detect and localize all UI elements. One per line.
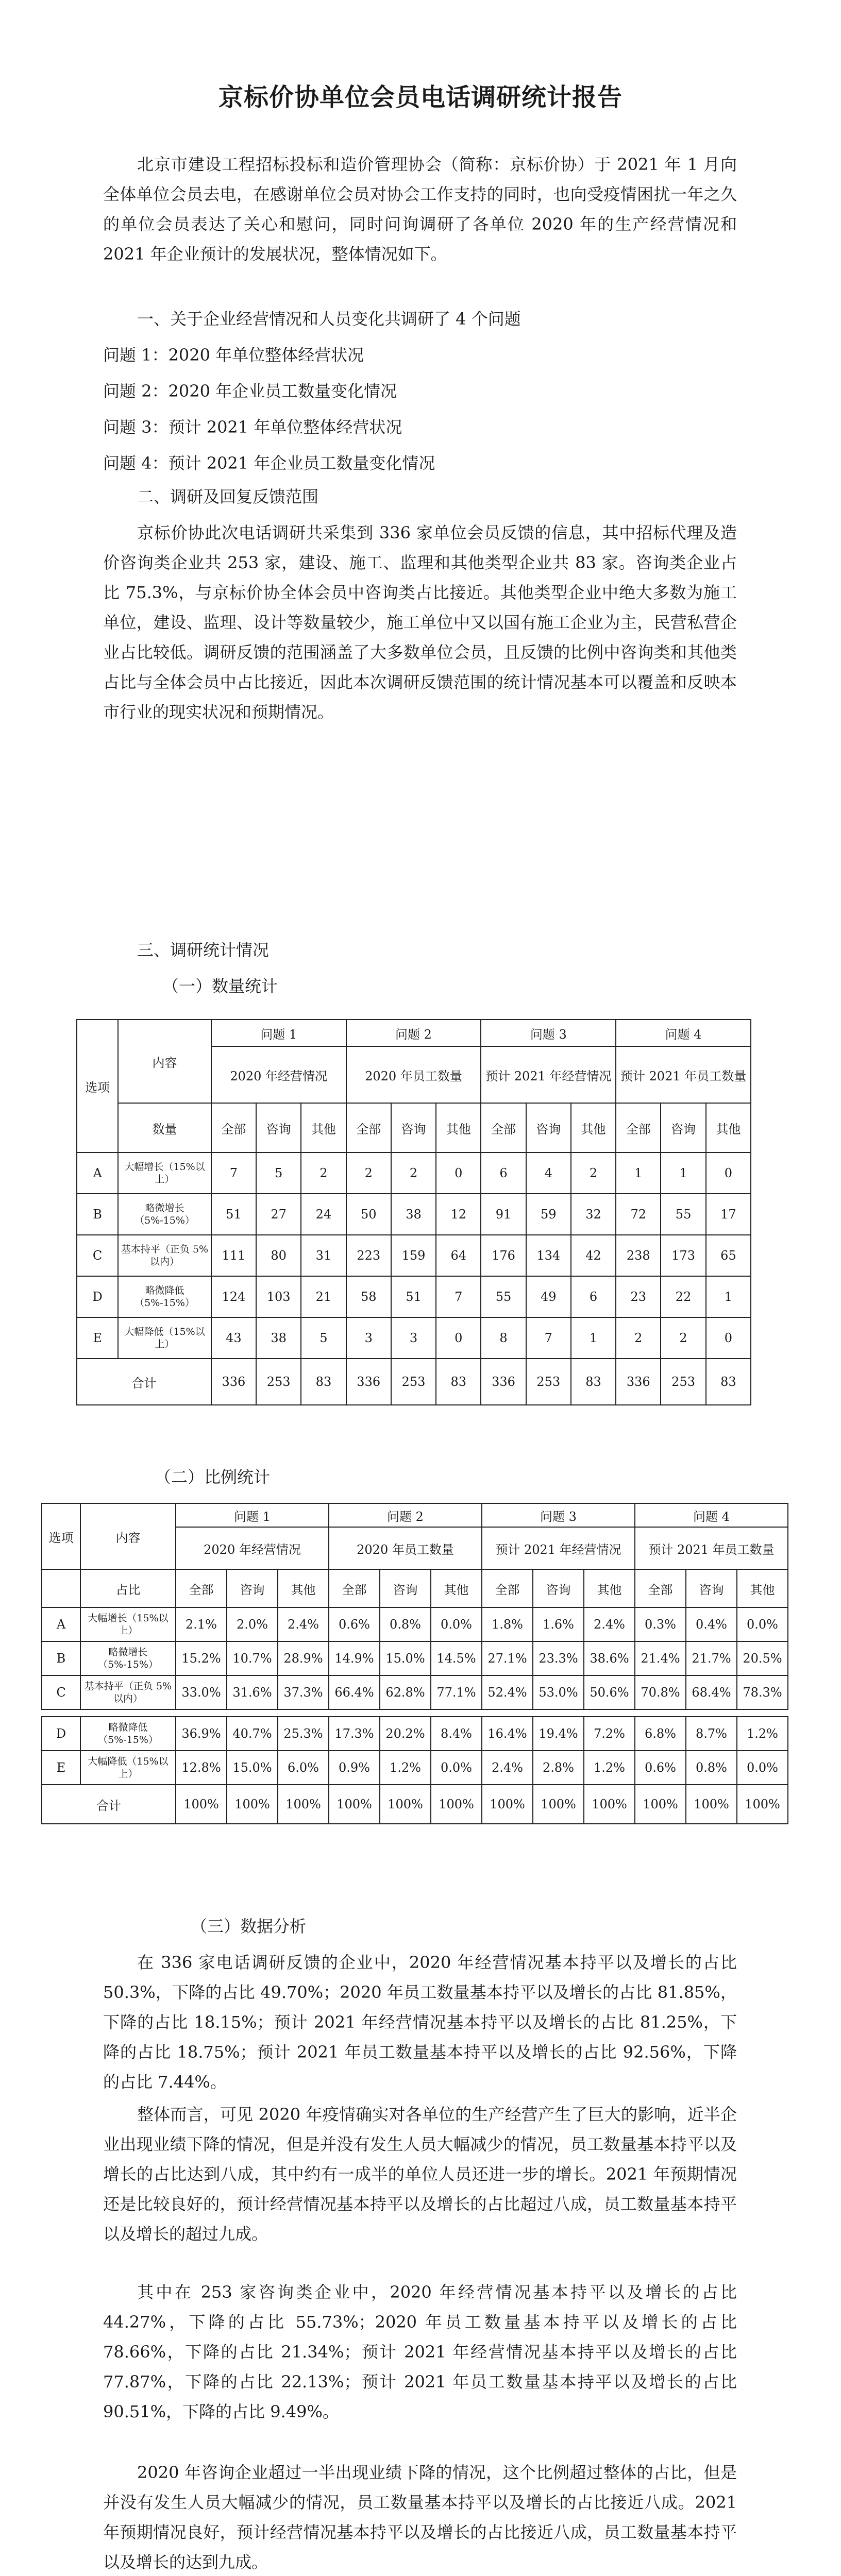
- count-total-cell: 336: [481, 1359, 526, 1405]
- count-cell: 21: [301, 1276, 346, 1317]
- ratio-cell: 23.3%: [533, 1641, 584, 1675]
- ratio-option-letter: D: [42, 1717, 80, 1751]
- question-3: 问题 3：预计 2021 年单位整体经营状况: [103, 417, 402, 437]
- ratio-cell: 17.3%: [329, 1717, 380, 1751]
- count-option-label: 大幅降低（15%以上）: [118, 1317, 211, 1359]
- ratio-cell: 2.4%: [482, 1751, 533, 1785]
- count-cell: 0: [436, 1153, 481, 1194]
- count-sub-q3-all: 全部: [481, 1103, 526, 1153]
- count-row: [77, 1235, 751, 1276]
- report-title: 京标价协单位会员电话调研统计报告: [218, 83, 623, 112]
- count-cell: 58: [346, 1276, 391, 1317]
- ratio-option-label: 略微增长（5%-15%）: [80, 1641, 176, 1675]
- count-cell: 72: [616, 1194, 661, 1235]
- analysis-paragraph-4: 2020 年咨询企业超过一半出现业绩下降的情况，这个比例超过整体的占比，但是并没有发生人员大幅减少的情况，员工数量基本持平以及增长的占比接近八成。2021 年预期情况良好，预计经营情况基本持平以及增长的占比接近八成，员工数量基本持平以及增长的达到九成。: [103, 2463, 737, 2572]
- count-cell: 2: [346, 1153, 391, 1194]
- count-cell: 49: [526, 1276, 571, 1317]
- ratio-cell: 2.8%: [533, 1751, 584, 1785]
- count-cell: 2: [616, 1317, 661, 1359]
- ratio-row: [42, 1607, 788, 1641]
- section-2-heading: 二、调研及回复反馈范围: [137, 487, 319, 506]
- header-q1: 问题 1: [211, 1020, 346, 1046]
- count-cell: 2: [571, 1153, 616, 1194]
- ratio-sub-q2-other: 其他: [431, 1569, 482, 1607]
- ratio-sub-q1-other: 其他: [278, 1569, 329, 1607]
- ratio-cell: 31.6%: [227, 1675, 278, 1709]
- header-option: 选项: [77, 1020, 118, 1153]
- count-row: [77, 1153, 751, 1194]
- count-cell: 8: [481, 1317, 526, 1359]
- ratio-cell: 0.4%: [686, 1607, 737, 1641]
- count-cell: 55: [481, 1276, 526, 1317]
- ratio-header-d1: 2020 年经营情况: [176, 1527, 329, 1569]
- ratio-total-cell: 100%: [431, 1785, 482, 1824]
- ratio-cell: 2.0%: [227, 1607, 278, 1641]
- count-cell: 173: [661, 1235, 705, 1276]
- ratio-cell: 20.2%: [380, 1717, 431, 1751]
- count-cell: 2: [661, 1317, 705, 1359]
- count-cell: 124: [211, 1276, 256, 1317]
- ratio-cell: 0.0%: [431, 1607, 482, 1641]
- count-cell: 27: [256, 1194, 301, 1235]
- count-cell: 0: [706, 1317, 751, 1359]
- count-total-row: [77, 1359, 751, 1405]
- ratio-cell: 8.7%: [686, 1717, 737, 1751]
- ratio-cell: 16.4%: [482, 1717, 533, 1751]
- count-cell: 3: [391, 1317, 436, 1359]
- ratio-cell: 38.6%: [584, 1641, 635, 1675]
- ratio-total-cell: 100%: [686, 1785, 737, 1824]
- ratio-cell: 20.5%: [737, 1641, 788, 1675]
- question-1: 问题 1：2020 年单位整体经营状况: [103, 345, 364, 365]
- ratio-cell: 15.0%: [380, 1641, 431, 1675]
- count-total-label: 合计: [77, 1359, 211, 1405]
- ratio-header-q3: 问题 3: [482, 1503, 635, 1527]
- count-cell: 103: [256, 1276, 301, 1317]
- header-q4: 问题 4: [616, 1020, 751, 1046]
- ratio-row: [42, 1717, 788, 1751]
- count-cell: 31: [301, 1235, 346, 1276]
- count-total-cell: 83: [436, 1359, 481, 1405]
- ratio-cell: 40.7%: [227, 1717, 278, 1751]
- ratio-option-label: 基本持平（正负 5%以内）: [80, 1675, 176, 1709]
- analysis-heading: （三）数据分析: [191, 1917, 307, 1936]
- count-cell: 22: [661, 1276, 705, 1317]
- ratio-cell: 2.1%: [176, 1607, 227, 1641]
- ratio-cell: 28.9%: [278, 1641, 329, 1675]
- count-cell: 159: [391, 1235, 436, 1276]
- count-total-cell: 83: [301, 1359, 346, 1405]
- ratio-header-q2: 问题 2: [329, 1503, 482, 1527]
- count-cell: 1: [571, 1317, 616, 1359]
- ratio-total-cell: 100%: [278, 1785, 329, 1824]
- count-row: [77, 1276, 751, 1317]
- ratio-header-ratio: 占比: [80, 1569, 176, 1607]
- count-cell: 6: [481, 1153, 526, 1194]
- ratio-option-letter: E: [42, 1751, 80, 1785]
- ratio-total-cell: 100%: [227, 1785, 278, 1824]
- ratio-cell: 14.5%: [431, 1641, 482, 1675]
- header-content: 内容: [118, 1020, 211, 1103]
- count-option-label: 基本持平（正负 5%以内）: [118, 1235, 211, 1276]
- ratio-cell: 52.4%: [482, 1675, 533, 1709]
- count-option-label: 大幅增长（15%以上）: [118, 1153, 211, 1194]
- count-cell: 80: [256, 1235, 301, 1276]
- count-cell: 50: [346, 1194, 391, 1235]
- ratio-table: [41, 1503, 788, 1824]
- analysis-paragraph-3: 其中在 253 家咨询类企业中，2020 年经营情况基本持平以及增长的占比 44.27%，下降的占比 55.73%；2020 年员工数量基本持平以及增长的占比 78.66%，下降的占比 21.34%；预计 2021 年经营情况基本持平以及增长的占比 77.87%，下降的占比 22.13%；预计 2021 年员工数量基本持平以及增长的占比 90.51%，下降的占比 9.49%。: [103, 2282, 737, 2421]
- ratio-sub-q3-other: 其他: [584, 1569, 635, 1607]
- ratio-cell: 66.4%: [329, 1675, 380, 1709]
- ratio-cell: 1.2%: [584, 1751, 635, 1785]
- ratio-header-q1: 问题 1: [176, 1503, 329, 1527]
- ratio-header-content: 内容: [80, 1503, 176, 1569]
- count-total-cell: 253: [391, 1359, 436, 1405]
- ratio-cell: 2.4%: [278, 1607, 329, 1641]
- ratio-option-label: 略微降低（5%-15%）: [80, 1717, 176, 1751]
- ratio-cell: 21.4%: [635, 1641, 686, 1675]
- ratio-cell: 0.0%: [737, 1751, 788, 1785]
- count-cell: 111: [211, 1235, 256, 1276]
- count-sub-q4-all: 全部: [616, 1103, 661, 1153]
- count-total-cell: 253: [661, 1359, 705, 1405]
- ratio-header-d4: 预计 2021 年员工数量: [635, 1527, 788, 1569]
- ratio-total-cell: 100%: [737, 1785, 788, 1824]
- ratio-cell: 6.0%: [278, 1751, 329, 1785]
- count-sub-q1-consult: 咨询: [256, 1103, 301, 1153]
- ratio-total-cell: 100%: [584, 1785, 635, 1824]
- count-cell: 7: [526, 1317, 571, 1359]
- count-total-cell: 83: [706, 1359, 751, 1405]
- ratio-option-letter: C: [42, 1675, 80, 1709]
- ratio-total-cell: 100%: [533, 1785, 584, 1824]
- ratio-cell: 77.1%: [431, 1675, 482, 1709]
- ratio-cell: 50.6%: [584, 1675, 635, 1709]
- ratio-stats-heading: （二）比例统计: [155, 1467, 271, 1487]
- count-cell: 91: [481, 1194, 526, 1235]
- section-1-heading: 一、关于企业经营情况和人员变化共调研了 4 个问题: [137, 309, 521, 329]
- ratio-cell: 25.3%: [278, 1717, 329, 1751]
- ratio-row: [42, 1675, 788, 1709]
- ratio-cell: 0.3%: [635, 1607, 686, 1641]
- ratio-total-label: 合计: [42, 1785, 176, 1824]
- ratio-cell: 27.1%: [482, 1641, 533, 1675]
- ratio-cell: 70.8%: [635, 1675, 686, 1709]
- count-cell: 176: [481, 1235, 526, 1276]
- count-cell: 1: [661, 1153, 705, 1194]
- header-d3: 预计 2021 年经营情况: [481, 1046, 616, 1103]
- count-cell: 17: [706, 1194, 751, 1235]
- count-cell: 3: [346, 1317, 391, 1359]
- ratio-cell: 12.8%: [176, 1751, 227, 1785]
- count-cell: 134: [526, 1235, 571, 1276]
- ratio-header-d2: 2020 年员工数量: [329, 1527, 482, 1569]
- count-sub-q3-other: 其他: [571, 1103, 616, 1153]
- question-2: 问题 2：2020 年企业员工数量变化情况: [103, 381, 397, 401]
- count-sub-q1-other: 其他: [301, 1103, 346, 1153]
- count-cell: 0: [706, 1153, 751, 1194]
- intro-paragraph: 北京市建设工程招标投标和造价管理协会（简称：京标价协）于 2021 年 1 月向全体单位会员去电，在感谢单位会员对协会工作支持的同时，也向受疫情困扰一年之久的单位会员表达了关心和慰问，同时问询调研了各单位 2020 年的生产经营情况和 2021 年企业预计的发展状况，整体情况如下。: [103, 155, 737, 264]
- ratio-total-cell: 100%: [380, 1785, 431, 1824]
- analysis-paragraph-1: 在 336 家电话调研反馈的企业中，2020 年经营情况基本持平以及增长的占比 50.3%，下降的占比 49.70%；2020 年员工数量基本持平以及增长的占比 81.85%，下降的占比 18.15%；预计 2021 年经营情况基本持平以及增长的占比 81.25%，下降的占比 18.75%；预计 2021 年员工数量基本持平以及增长的占比 92.56%，下降的占比 7.44%。: [103, 1953, 737, 2092]
- count-cell: 24: [301, 1194, 346, 1235]
- count-cell: 51: [211, 1194, 256, 1235]
- ratio-total-cell: 100%: [482, 1785, 533, 1824]
- ratio-sub-q4-consult: 咨询: [686, 1569, 737, 1607]
- count-table: [76, 1019, 751, 1405]
- count-cell: 59: [526, 1194, 571, 1235]
- count-cell: 7: [436, 1276, 481, 1317]
- count-cell: 32: [571, 1194, 616, 1235]
- count-sub-q3-consult: 咨询: [526, 1103, 571, 1153]
- ratio-cell: 7.2%: [584, 1717, 635, 1751]
- ratio-cell: 1.2%: [380, 1751, 431, 1785]
- count-cell: 2: [391, 1153, 436, 1194]
- scope-paragraph: 京标价协此次电话调研共采集到 336 家单位会员反馈的信息，其中招标代理及造价咨询类企业共 253 家，建设、施工、监理和其他类型企业共 83 家。咨询类企业占比 75.3%，与京标价协全体会员中咨询类占比接近。其他类型企业中绝大多数为施工单位，建设、监理、设计等数量较少，施工单位中又以国有施工企业为主，民营私营企业占比较低。调研反馈的范围涵盖了大多数单位会员，且反馈的比例中咨询类和其他类占比与全体会员中占比接近，因此本次调研反馈范围的统计情况基本可以覆盖和反映本市行业的现实状况和预期情况。: [103, 523, 737, 722]
- count-cell: 23: [616, 1276, 661, 1317]
- ratio-cell: 10.7%: [227, 1641, 278, 1675]
- ratio-total-row: [42, 1785, 788, 1824]
- count-cell: 1: [616, 1153, 661, 1194]
- count-cell: 51: [391, 1276, 436, 1317]
- count-total-cell: 336: [616, 1359, 661, 1405]
- ratio-header-q4: 问题 4: [635, 1503, 788, 1527]
- count-cell: 12: [436, 1194, 481, 1235]
- ratio-total-cell: 100%: [635, 1785, 686, 1824]
- ratio-gap-cell: [42, 1709, 788, 1717]
- count-total-cell: 253: [526, 1359, 571, 1405]
- count-total-cell: 83: [571, 1359, 616, 1405]
- count-option-letter: A: [77, 1153, 118, 1194]
- count-sub-q4-other: 其他: [706, 1103, 751, 1153]
- count-cell: 0: [436, 1317, 481, 1359]
- count-sub-q2-all: 全部: [346, 1103, 391, 1153]
- count-option-letter: B: [77, 1194, 118, 1235]
- ratio-cell: 33.0%: [176, 1675, 227, 1709]
- ratio-option-letter: A: [42, 1607, 80, 1641]
- section-3-heading: 三、调研统计情况: [137, 940, 270, 960]
- header-count: 数量: [118, 1103, 211, 1153]
- count-cell: 238: [616, 1235, 661, 1276]
- ratio-cell: 0.6%: [329, 1607, 380, 1641]
- ratio-cell: 0.0%: [737, 1607, 788, 1641]
- count-row: [77, 1317, 751, 1359]
- count-row: [77, 1194, 751, 1235]
- ratio-cell: 1.2%: [737, 1717, 788, 1751]
- ratio-cell: 14.9%: [329, 1641, 380, 1675]
- ratio-sub-q1-all: 全部: [176, 1569, 227, 1607]
- ratio-header-option: 选项: [42, 1503, 80, 1569]
- header-q3: 问题 3: [481, 1020, 616, 1046]
- ratio-option-label: 大幅降低（15%以上）: [80, 1751, 176, 1785]
- ratio-header-d3: 预计 2021 年经营情况: [482, 1527, 635, 1569]
- count-cell: 64: [436, 1235, 481, 1276]
- ratio-sub-q3-all: 全部: [482, 1569, 533, 1607]
- analysis-paragraph-2: 整体而言，可见 2020 年疫情确实对各单位的生产经营产生了巨大的影响，近半企业出现业绩下降的情况，但是并没有发生人员大幅减少的情况，员工数量基本持平以及增长的占比达到八成，其中约有一成半的单位人员还进一步的增长。2021 年预期情况还是比较良好的，预计经营情况基本持平以及增长的占比超过八成，员工数量基本持平以及增长的超过九成。: [103, 2105, 737, 2244]
- count-total-cell: 336: [346, 1359, 391, 1405]
- count-option-label: 略微增长（5%-15%）: [118, 1194, 211, 1235]
- ratio-cell: 36.9%: [176, 1717, 227, 1751]
- ratio-cell: 8.4%: [431, 1717, 482, 1751]
- count-option-letter: D: [77, 1276, 118, 1317]
- ratio-cell: 37.3%: [278, 1675, 329, 1709]
- count-cell: 4: [526, 1153, 571, 1194]
- ratio-cell: 0.6%: [635, 1751, 686, 1785]
- header-d2: 2020 年员工数量: [346, 1046, 481, 1103]
- count-sub-q1-all: 全部: [211, 1103, 256, 1153]
- count-cell: 55: [661, 1194, 705, 1235]
- ratio-sub-q2-consult: 咨询: [380, 1569, 431, 1607]
- ratio-total-cell: 100%: [329, 1785, 380, 1824]
- ratio-cell: 0.8%: [686, 1751, 737, 1785]
- count-cell: 6: [571, 1276, 616, 1317]
- ratio-sub-q2-all: 全部: [329, 1569, 380, 1607]
- count-cell: 2: [301, 1153, 346, 1194]
- ratio-cell: 2.4%: [584, 1607, 635, 1641]
- question-4: 问题 4：预计 2021 年企业员工数量变化情况: [103, 453, 435, 473]
- count-sub-q2-other: 其他: [436, 1103, 481, 1153]
- ratio-cell: 15.0%: [227, 1751, 278, 1785]
- count-cell: 5: [256, 1153, 301, 1194]
- ratio-gap: [42, 1709, 788, 1717]
- count-option-letter: E: [77, 1317, 118, 1359]
- header-q2: 问题 2: [346, 1020, 481, 1046]
- ratio-row: [42, 1641, 788, 1675]
- count-option-label: 略微降低（5%-15%）: [118, 1276, 211, 1317]
- count-option-letter: C: [77, 1235, 118, 1276]
- count-stats-heading: （一）数量统计: [162, 976, 278, 996]
- ratio-cell: 1.6%: [533, 1607, 584, 1641]
- count-cell: 65: [706, 1235, 751, 1276]
- ratio-cell: 19.4%: [533, 1717, 584, 1751]
- ratio-cell: 78.3%: [737, 1675, 788, 1709]
- ratio-sub-q1-consult: 咨询: [227, 1569, 278, 1607]
- ratio-option-label: 大幅增长（15%以上）: [80, 1607, 176, 1641]
- count-cell: 1: [706, 1276, 751, 1317]
- count-sub-q4-consult: 咨询: [661, 1103, 705, 1153]
- ratio-cell: 6.8%: [635, 1717, 686, 1751]
- count-cell: 223: [346, 1235, 391, 1276]
- ratio-cell: 62.8%: [380, 1675, 431, 1709]
- ratio-sub-q3-consult: 咨询: [533, 1569, 584, 1607]
- ratio-sub-q4-all: 全部: [635, 1569, 686, 1607]
- count-sub-q2-consult: 咨询: [391, 1103, 436, 1153]
- ratio-cell: 53.0%: [533, 1675, 584, 1709]
- ratio-row: [42, 1751, 788, 1785]
- count-cell: 43: [211, 1317, 256, 1359]
- ratio-header-blank: [42, 1569, 80, 1607]
- ratio-sub-q4-other: 其他: [737, 1569, 788, 1607]
- ratio-cell: 0.0%: [431, 1751, 482, 1785]
- count-cell: 5: [301, 1317, 346, 1359]
- count-cell: 42: [571, 1235, 616, 1276]
- ratio-total-cell: 100%: [176, 1785, 227, 1824]
- ratio-cell: 1.8%: [482, 1607, 533, 1641]
- header-d4: 预计 2021 年员工数量: [616, 1046, 751, 1103]
- count-total-cell: 336: [211, 1359, 256, 1405]
- ratio-cell: 0.9%: [329, 1751, 380, 1785]
- ratio-cell: 21.7%: [686, 1641, 737, 1675]
- ratio-cell: 0.8%: [380, 1607, 431, 1641]
- header-d1: 2020 年经营情况: [211, 1046, 346, 1103]
- ratio-option-letter: B: [42, 1641, 80, 1675]
- ratio-cell: 68.4%: [686, 1675, 737, 1709]
- count-cell: 38: [256, 1317, 301, 1359]
- count-cell: 38: [391, 1194, 436, 1235]
- count-total-cell: 253: [256, 1359, 301, 1405]
- count-cell: 7: [211, 1153, 256, 1194]
- ratio-cell: 15.2%: [176, 1641, 227, 1675]
